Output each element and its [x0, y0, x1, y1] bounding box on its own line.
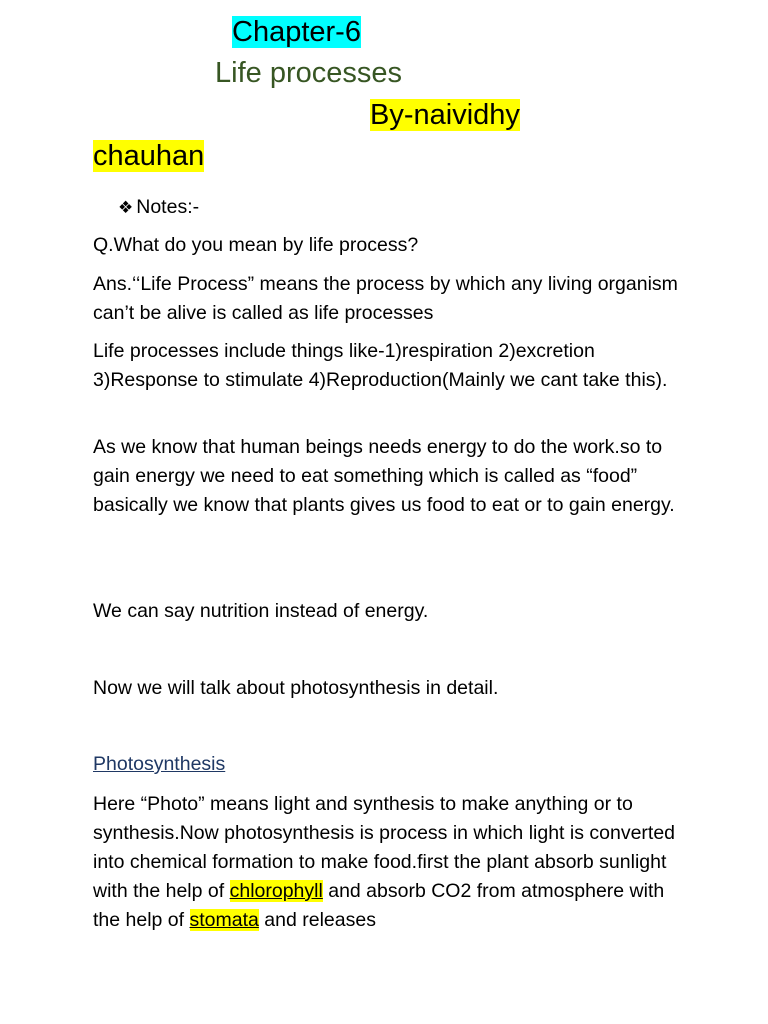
- author-text-1: By-naividhy: [370, 99, 520, 131]
- author-text-2: chauhan: [93, 140, 205, 172]
- photosynthesis-intro: Now we will talk about photosynthesis in detail.: [93, 677, 499, 699]
- photosynthesis-paragraph: [93, 790, 693, 935]
- chapter-title-text: Chapter-6: [232, 16, 361, 48]
- notes-bullet: [118, 193, 199, 222]
- life-processes-text: Life processes include things like-1)respiration 2)excretion 3)Response to stimulate 4)Reproduction(Mainly we cant take this).: [93, 340, 668, 391]
- stomata-highlight: stomata: [189, 909, 259, 931]
- question-text: Q.What do you mean by life process?: [93, 234, 419, 256]
- photosynthesis-text-2: and absorb CO2 from atmosphere with the help of: [93, 880, 665, 931]
- author-line-1: [370, 97, 520, 133]
- diamond-bullet-icon: ❖: [118, 198, 134, 217]
- chapter-title: [232, 14, 361, 50]
- chlorophyll-highlight: chlorophyll: [229, 880, 323, 902]
- photosynthesis-heading[interactable]: Photosynthesis: [93, 753, 226, 775]
- photosynthesis-text-3: and releases: [258, 909, 376, 931]
- nutrition-line: We can say nutrition instead of energy.: [93, 600, 429, 622]
- photosynthesis-text-1: Here “Photo” means light and synthesis to make anything or to synthesis.Now photosynthesis is process in which light is converted into chemical formation to make food.first the plant absorb sunlight with the help of: [93, 793, 676, 902]
- energy-paragraph: As we know that human beings needs energy to do the work.so to gain energy we need to eat something which is called as “food” basically we know that plants gives us food to eat or to gain energy.: [93, 436, 675, 516]
- author-line-2: [93, 138, 204, 174]
- notes-label: Notes:-: [136, 196, 200, 218]
- topic-title: Life processes: [215, 57, 402, 89]
- answer-text: Ans.‘‘Life Process” means the process by which any living organism can’t be alive is called as life processes: [93, 273, 678, 324]
